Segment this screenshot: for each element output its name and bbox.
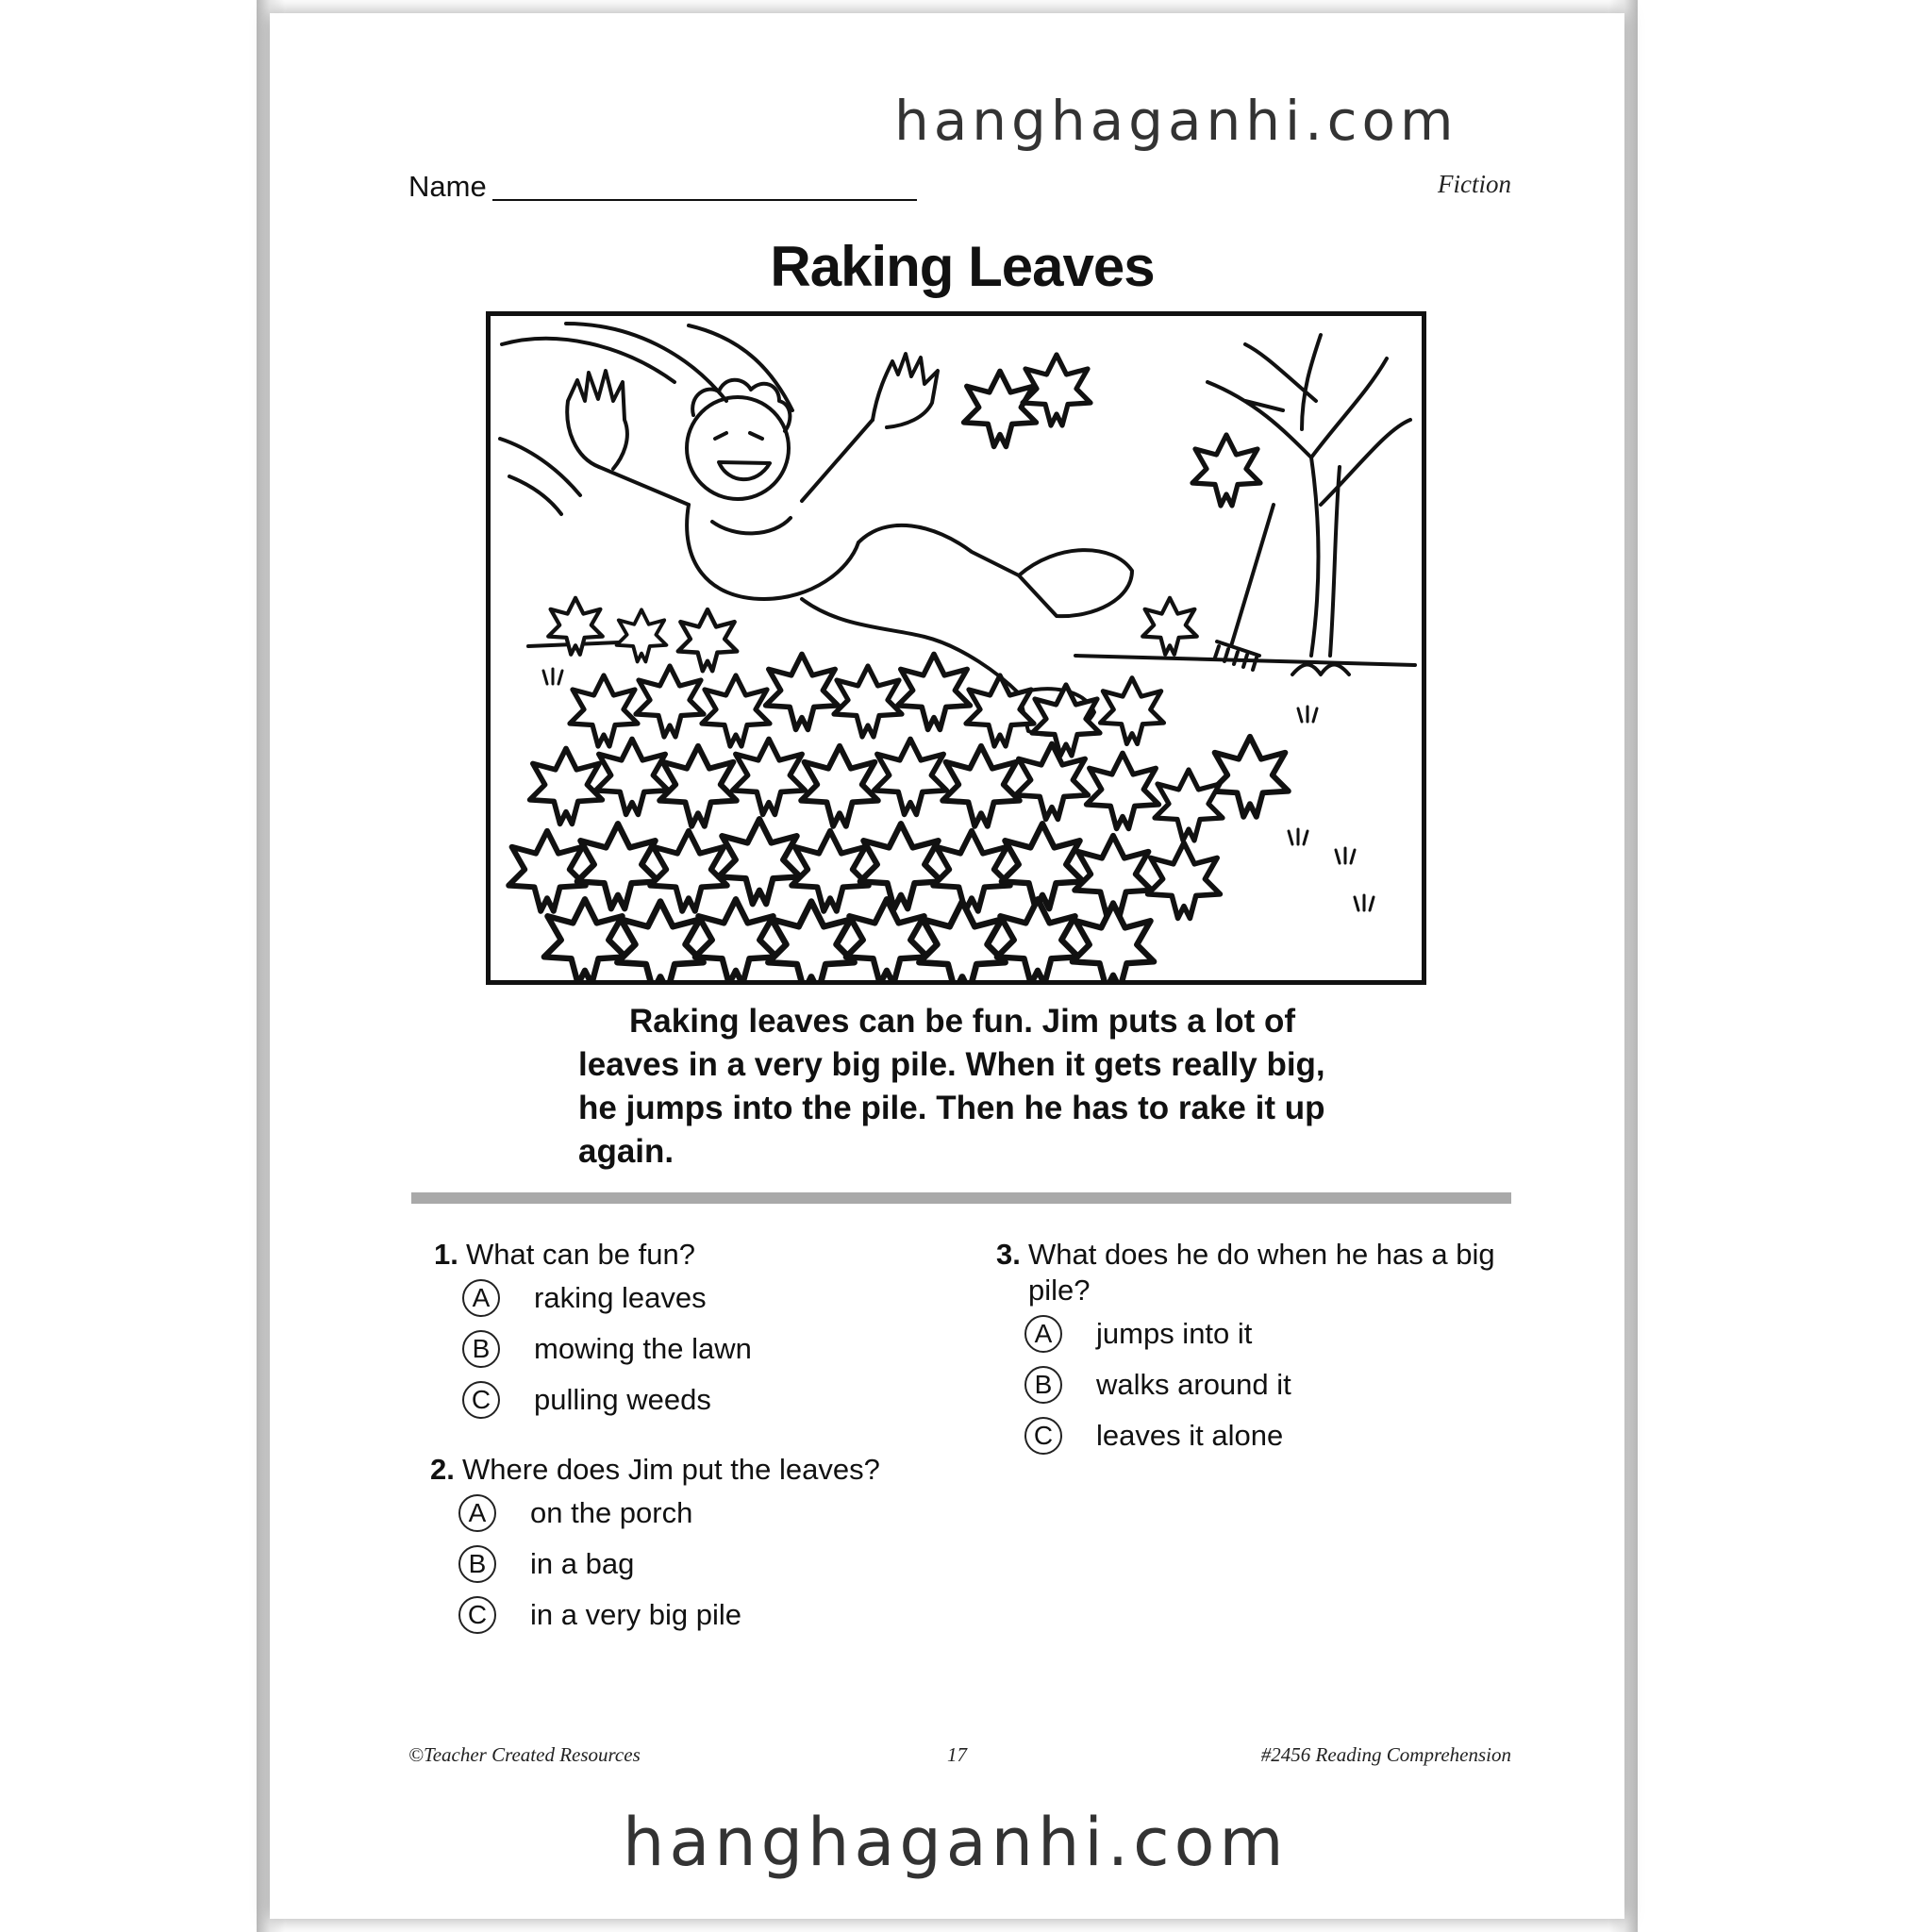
answer-bubble-c[interactable]: C: [462, 1381, 500, 1419]
question-prompt: [996, 1237, 1524, 1308]
answer-option-c[interactable]: [458, 1590, 958, 1641]
answer-bubble-a[interactable]: A: [458, 1494, 496, 1532]
answer-option-b[interactable]: [462, 1324, 962, 1374]
answer-text: in a very big pile: [530, 1598, 742, 1631]
story-text: Raking leaves can be fun. Jim puts a lot of leaves in a very big pile. When it gets really big, he jumps into the pile. Then he has to rake it up again.: [578, 1003, 1325, 1170]
answer-option-a[interactable]: [458, 1488, 958, 1539]
footer-page-number: 17: [947, 1743, 967, 1766]
answer-text: raking leaves: [534, 1281, 707, 1314]
answer-text: pulling weeds: [534, 1383, 711, 1416]
illustration-frame: [486, 311, 1426, 985]
question-text: What can be fun?: [466, 1238, 695, 1271]
question-text: Where does Jim put the leaves?: [462, 1453, 880, 1486]
answer-bubble-c[interactable]: C: [1024, 1417, 1062, 1455]
name-line: [492, 199, 917, 201]
answer-bubble-c[interactable]: C: [458, 1596, 496, 1634]
worksheet-title: Raking Leaves: [770, 235, 1155, 298]
genre-label: Fiction: [1438, 170, 1511, 198]
answer-option-c[interactable]: [462, 1374, 962, 1425]
section-divider: [411, 1192, 1511, 1204]
question-text: What does he do when he has a big pile?: [1028, 1238, 1495, 1307]
answer-text: in a bag: [530, 1547, 635, 1580]
answer-option-b[interactable]: [458, 1539, 958, 1590]
answer-text: mowing the lawn: [534, 1332, 752, 1365]
answer-bubble-b[interactable]: B: [458, 1545, 496, 1583]
question-number: 3.: [996, 1238, 1021, 1271]
question-prompt: [434, 1237, 962, 1273]
watermark-top: hanghaganhi.com: [894, 89, 1458, 153]
answer-text: on the porch: [530, 1496, 693, 1529]
answer-option-a[interactable]: [462, 1273, 962, 1324]
question-2: [430, 1452, 958, 1641]
footer-copyright: ©Teacher Created Resources: [408, 1743, 641, 1766]
question-1: [434, 1237, 962, 1425]
answer-option-c[interactable]: [1024, 1410, 1524, 1461]
footer-book-title: #2456 Reading Comprehension: [1260, 1743, 1511, 1766]
answer-option-a[interactable]: [1024, 1308, 1524, 1359]
answer-text: leaves it alone: [1096, 1419, 1284, 1452]
answer-bubble-a[interactable]: A: [462, 1279, 500, 1317]
boy-jumping-in-leaf-pile-illustration: [491, 316, 1422, 980]
answer-text: jumps into it: [1096, 1317, 1253, 1350]
answer-text: walks around it: [1096, 1368, 1291, 1401]
question-number: 2.: [430, 1453, 455, 1486]
name-label: Name: [408, 170, 487, 203]
answer-bubble-a[interactable]: A: [1024, 1315, 1062, 1353]
question-3: [996, 1237, 1524, 1461]
question-number: 1.: [434, 1238, 458, 1271]
story-passage: [578, 1000, 1361, 1174]
answer-bubble-b[interactable]: B: [1024, 1366, 1062, 1404]
answer-bubble-b[interactable]: B: [462, 1330, 500, 1368]
watermark-bottom: hanghaganhi.com: [623, 1804, 1289, 1881]
question-prompt: [430, 1452, 958, 1488]
answer-option-b[interactable]: [1024, 1359, 1524, 1410]
